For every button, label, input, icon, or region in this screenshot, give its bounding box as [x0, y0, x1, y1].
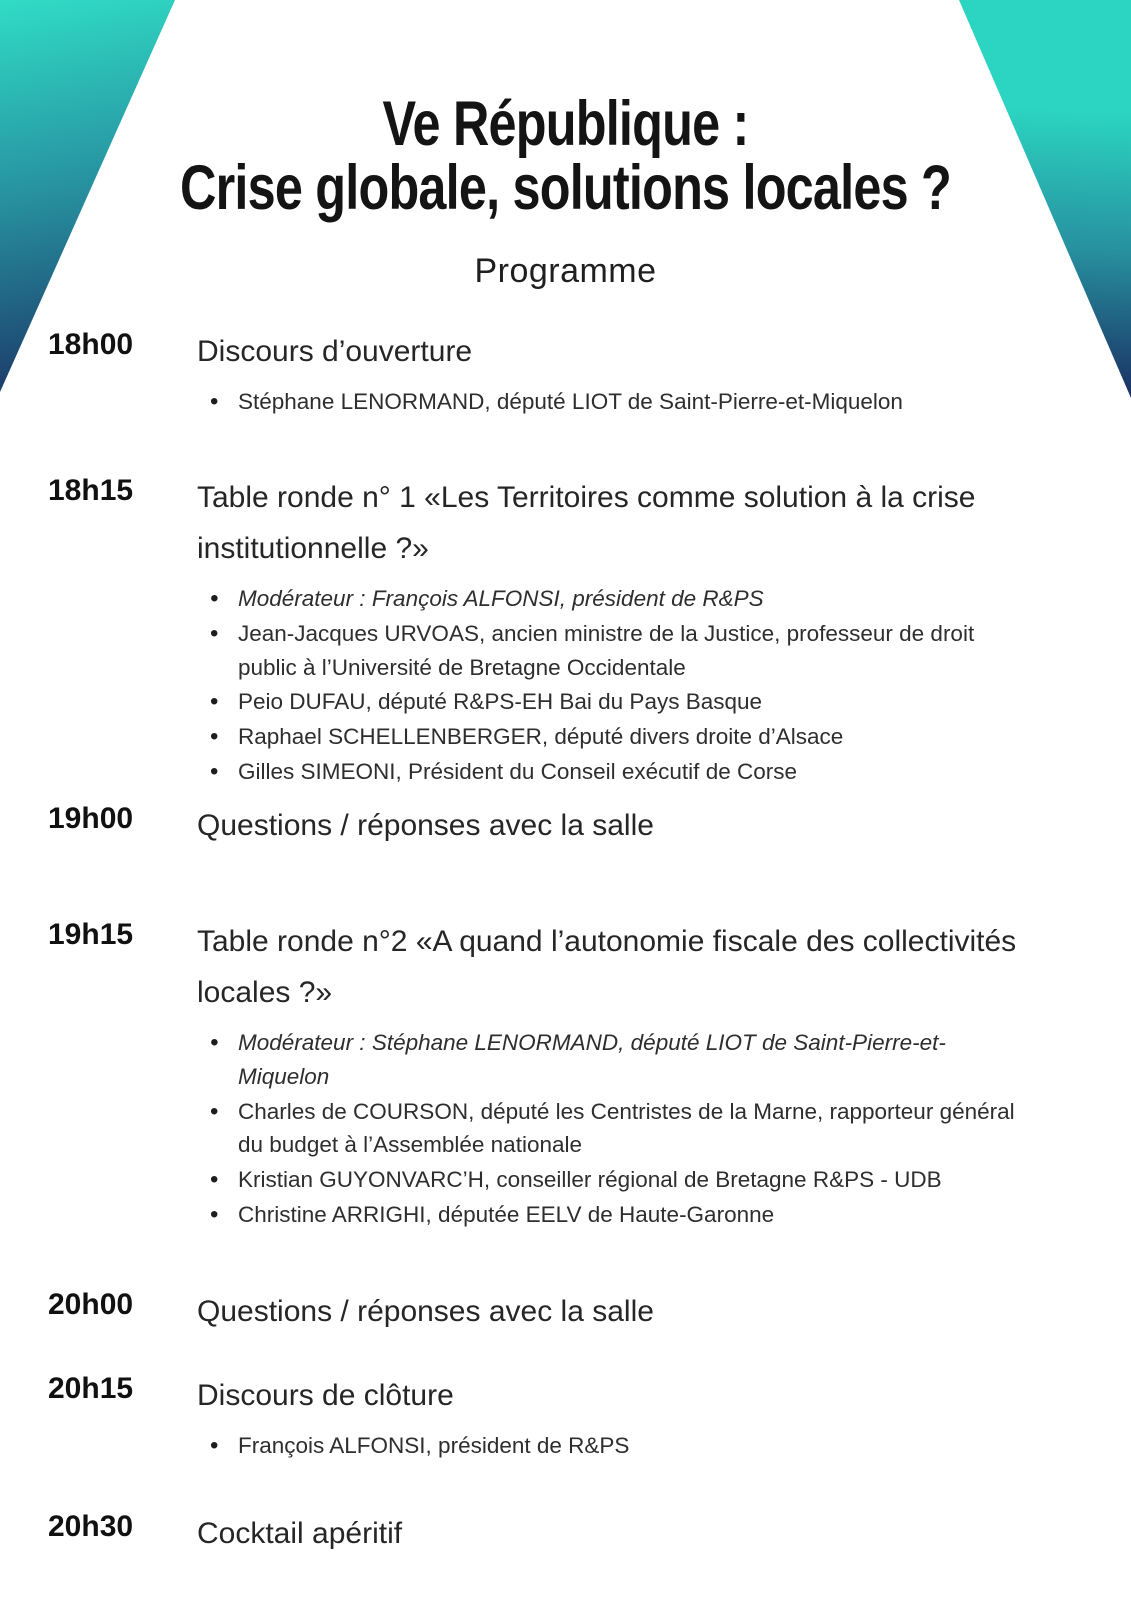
schedule-row	[0, 916, 1131, 1233]
time-label: 19h15	[48, 918, 134, 951]
session-content	[197, 916, 1131, 1232]
session-content	[197, 1370, 1131, 1463]
speaker-item: • Peio DUFAU, député R&PS-EH Bai du Pays Basque	[197, 685, 1028, 719]
speaker-item: • François ALFONSI, président de R&PS	[197, 1429, 1028, 1463]
speaker-item: • Modérateur : Stéphane LENORMAND, député LIOT de Saint-Pierre-et-Miquelon	[197, 1026, 1028, 1094]
speaker-list	[197, 1429, 1131, 1463]
session-title: Questions / réponses avec la salle	[197, 1295, 654, 1328]
session-content	[197, 326, 1131, 419]
speaker-item: • Charles de COURSON, député les Centristes de la Marne, rapporteur général du budget à l’Assemblée nationale	[197, 1095, 1028, 1163]
time-label: 18h00	[48, 328, 134, 361]
schedule-row	[0, 472, 1131, 790]
session-content	[197, 472, 1131, 789]
schedule-row	[0, 326, 1131, 420]
session-content	[197, 1286, 1131, 1337]
page-title-line2: Crise globale, solutions locales ?	[179, 153, 951, 224]
speaker-item: • Raphael SCHELLENBERGER, député divers droite d’Alsace	[197, 720, 1028, 754]
speaker-list	[197, 582, 1131, 789]
speaker-item: • Christine ARRIGHI, députée EELV de Haute-Garonne	[197, 1198, 1028, 1232]
time-label: 20h30	[48, 1510, 134, 1543]
speaker-item: • Modérateur : François ALFONSI, président de R&PS	[197, 582, 1028, 616]
schedule-row	[0, 1508, 1131, 1559]
session-title: Discours d’ouverture	[197, 335, 473, 368]
schedule-row	[0, 1370, 1131, 1464]
session-title: Table ronde n°2 «A quand l’autonomie fiscale des collectivités locales ?»	[197, 925, 1017, 1009]
speaker-item: • Stéphane LENORMAND, député LIOT de Saint-Pierre-et-Miquelon	[197, 385, 1028, 419]
session-title: Questions / réponses avec la salle	[197, 809, 654, 842]
speaker-item: • Jean-Jacques URVOAS, ancien ministre de la Justice, professeur de droit public à l’Université de Bretagne Occidentale	[197, 617, 1028, 685]
page-subtitle: Programme	[474, 252, 657, 290]
session-content	[197, 1508, 1131, 1559]
session-title: Discours de clôture	[197, 1379, 454, 1412]
speaker-item: • Gilles SIMEONI, Président du Conseil exécutif de Corse	[197, 755, 1028, 789]
speaker-item: • Kristian GUYONVARC’H, conseiller régional de Bretagne R&PS - UDB	[197, 1163, 1028, 1197]
session-title: Table ronde n° 1 «Les Territoires comme solution à la crise institutionnelle ?»	[197, 481, 976, 565]
time-label: 20h00	[48, 1288, 134, 1321]
schedule-row	[0, 800, 1131, 851]
speaker-list	[197, 1026, 1131, 1232]
session-content	[197, 800, 1131, 851]
time-label: 18h15	[48, 474, 134, 507]
time-label: 20h15	[48, 1372, 134, 1405]
schedule-row	[0, 1286, 1131, 1337]
page-title-line1: Ve République :	[382, 89, 749, 159]
speaker-list	[197, 385, 1131, 419]
time-label: 19h00	[48, 802, 134, 835]
session-title: Cocktail apéritif	[197, 1517, 403, 1550]
page-title	[113, 89, 1018, 224]
